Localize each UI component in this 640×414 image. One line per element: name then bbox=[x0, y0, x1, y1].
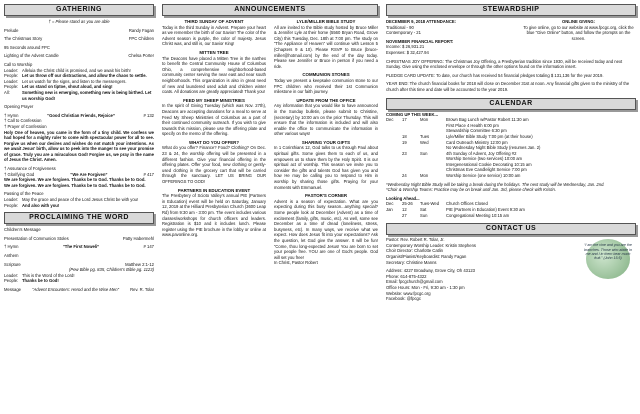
program-item: Children's Message bbox=[4, 227, 41, 233]
calendar-cell: Dec bbox=[386, 117, 394, 123]
gathering-rows bbox=[4, 28, 154, 59]
contact-line: Address: 4227 Broadway, Grove City, Oh 43123 bbox=[386, 268, 475, 274]
calendar-note-2: *Choir & Worship Teams: Practice may be on break until Jan. 3rd, please check with Kristin. bbox=[386, 187, 556, 193]
announcement-title: UPDATE FROM THE OFFICE bbox=[296, 97, 356, 103]
message-title: “Advent Encounters: Herod and the Wise Men” bbox=[32, 286, 119, 292]
announcement-text: In 1 Corinthians 12, God talks to us through Paul about spiritual gifts. Some gives them to each of us, and empowers us to share them by the Holy Spirit. It is our spiritual act of worship. This season we invite you to consider the gifts and talents God has given you and how He may be calling you to respond to Him in worship by sharing those gifts. Praying for your moments with Emmanuel. bbox=[274, 145, 378, 190]
contact-line: Choir Director: Charlotte Catlin bbox=[386, 248, 444, 254]
prayer-confession: † Prayer of Confession bbox=[4, 123, 47, 129]
announcements-header: ANNOUNCEMENTS bbox=[162, 4, 378, 16]
gloria-number: # 417 bbox=[143, 171, 154, 177]
liturgy-text: Let us watch for the signs, and listen to the messengers. bbox=[22, 78, 127, 84]
proclaiming-rows bbox=[4, 227, 154, 241]
calendar-cell: Sun bbox=[420, 212, 428, 218]
confession-text: Holy One of heaven, you came in the form of a tiny child. We confess we had hoped for a mighty ruler to come with spectacular power for all to see. Forgive us when our desires and wishes do not match your intentions. As we await Jesus' birth, allow us to peek into the manger to see your promise of grace. Truly you are a miraculous God! Forgive us, we pray in the name of Jesus the Christ. Amen. bbox=[4, 129, 154, 163]
assurance: † Assurance of Forgiveness bbox=[4, 166, 56, 172]
calendar-cell: Congregational Meeting 10:15 am bbox=[446, 212, 510, 218]
calendar-cell bbox=[386, 173, 402, 179]
calendar-cell: Worship Service (one service) 10:00 am bbox=[446, 173, 521, 179]
calendar-cell: Stewardship Committee 6:30 pm bbox=[446, 128, 507, 134]
announcement-title: MITTEN TREE bbox=[199, 49, 229, 55]
announcement-text: What do you offer? Finance? Food? Clothing? On Dec. 23 & 24, the worship offering will be presented in a different fashion. Give your financial offering in the offering plates. Offer your food, new clothing or gently-used clothing in the grocery cart that will be carried through the sanctuary. LET US BRING OUR OFFERINGS TO GOD! bbox=[162, 145, 266, 185]
hymn-label: † Hymn bbox=[4, 112, 19, 118]
speaker: People: bbox=[4, 278, 19, 284]
calendar-cell: 23 bbox=[402, 150, 407, 156]
announcements-col-1 bbox=[162, 16, 266, 266]
calendar-row bbox=[386, 173, 542, 179]
program-item: 95 Seconds around FPC bbox=[4, 44, 50, 50]
call-title: Call to Worship bbox=[4, 61, 33, 67]
speaker: Leader: bbox=[4, 272, 19, 278]
contact-line: Phone: 614-875-4322 bbox=[386, 273, 427, 279]
calendar-cell: Card Outreach Ministry 12:00 pm bbox=[446, 139, 508, 145]
liturgy-text: Something new is emerging, something new is being birthed. Let us worship God! bbox=[22, 89, 152, 101]
ahead-title: Looking Ahead... bbox=[386, 195, 420, 201]
christmas-joy: CHRISTMAS JOY OFFERING: The Christmas Joy Offering, a Presbyterian tradition since 1930, will be received today and next Sunday. Give using the enclosed envelope or through the other options found on the information insert. bbox=[386, 58, 623, 70]
gathering-column bbox=[4, 4, 154, 293]
program-item: Lighting of the Advent Candle bbox=[4, 53, 59, 59]
coming-title: COMING UP THIS WEEK... bbox=[386, 111, 439, 117]
message-label: Message bbox=[4, 286, 21, 292]
announcement-text: Any information that you would like to have announced in the Sunday bulletin, please submit to Christine, (secretary) by 10:00 am on the prior Thursday. This will ensure that the information is included and will also enable the office to communicate the information in other various ways! bbox=[274, 103, 378, 137]
calendar-cell: Christmas Eve Candlelight Service 7:00 pm bbox=[446, 167, 527, 173]
program-row bbox=[4, 45, 154, 51]
speaker: Leader: bbox=[4, 67, 19, 73]
calendar-row bbox=[386, 213, 527, 219]
announcement-title: SHARING YOUR GIFTS bbox=[301, 139, 351, 145]
liturgy-text: And also with you! bbox=[22, 202, 60, 208]
calendar-cell: Lyle/Miller Bible Study 7:00 pm (at their house) bbox=[446, 133, 533, 139]
stand-note: † = Please stand as you are able bbox=[48, 19, 110, 24]
calendar-cell: Wed bbox=[420, 139, 429, 145]
speaker: People: bbox=[4, 73, 19, 79]
calendar-cell: No Wednesday Night Bible Study (resumes Jan. 2) bbox=[446, 145, 541, 151]
call-to-worship bbox=[4, 68, 154, 102]
calendar-cell: PIE (Partners in Education) Event 9:30 am bbox=[446, 207, 525, 213]
calendar-cell: Tues bbox=[420, 133, 430, 139]
attendance-cont: Contemporary - 21 bbox=[386, 30, 421, 36]
word-lines bbox=[4, 273, 154, 284]
vine-verse: “I am the vine and you are the branches. Those who abide in me and I in them bear much fruit.” (John 15:5) bbox=[584, 243, 632, 261]
contact-lines bbox=[386, 237, 576, 303]
calendar-cell: Tues-Wed bbox=[420, 201, 440, 207]
peace-title: Passing of the Peace bbox=[4, 191, 44, 197]
speaker: People: bbox=[4, 202, 19, 208]
program-row bbox=[4, 28, 154, 34]
peace-lines bbox=[4, 197, 154, 208]
vine-image bbox=[580, 237, 636, 303]
calendar-cell: 17 bbox=[402, 117, 407, 123]
program-leader: Patty Habermehl bbox=[122, 235, 154, 241]
p-hymn-label: † Hymn bbox=[4, 244, 19, 250]
gloria-line-2: We are forgiven. We are forgiven. Thanks be to God. Thanks be to God. bbox=[4, 182, 146, 188]
calendar-cell: 4th Sunday of Advent, Joy Offering #2 bbox=[446, 150, 517, 156]
right-column bbox=[386, 4, 636, 303]
announcement-title: PARTNERS IN EDUCATION EVENT bbox=[177, 187, 251, 193]
liturgy-line bbox=[4, 278, 154, 284]
nov-expenses: Expenses: $ 32,427.94 bbox=[386, 49, 429, 55]
anthem: Anthem bbox=[4, 253, 19, 258]
calendar-cell: Mon bbox=[420, 117, 429, 123]
p-hymn-number: # 147 bbox=[143, 244, 154, 250]
announcement-text: Today is the third Sunday in Advent. Prepare your heart as we remember the birth of our Savior! The color of the Advent season is purple, the color of majesty. Jesus Christ was, and still is, our Savior King! bbox=[162, 24, 266, 47]
liturgy-text: Alleluia the Christ child is promised, and we await his birth! bbox=[22, 67, 131, 73]
program-row bbox=[4, 236, 154, 242]
program-row bbox=[4, 53, 154, 59]
message-who: Rev. R. Tolar bbox=[130, 286, 154, 292]
announcement-title: PASTOR'S CORNER bbox=[304, 193, 348, 199]
online-title: ONLINE GIVING: bbox=[561, 19, 596, 24]
program-leader: FPC Children bbox=[128, 36, 154, 42]
hymn-title: “Good Christian Friends, Rejoice” bbox=[47, 112, 115, 118]
scripture-ref: Matthew 2:1-12 bbox=[125, 261, 154, 267]
liturgy-text: Let us throw off our distractions, and allow the chaos to settle. bbox=[22, 73, 147, 79]
announcements-column bbox=[162, 4, 378, 266]
announcement-text: In the spirit of Giving Tuesday (which was Nov. 27th), Deacons are accepting donations for a meal to serve at Feed My Sheep Ministries of Columbus as a part of their continued community outreach. If you wish to give towards this mission, please use the offering plate and specify on the memo of the offering. bbox=[162, 103, 266, 137]
program-leader: Chelsa Porter bbox=[128, 53, 154, 59]
liturgy-text: Let us stand on tiptoe, shout aloud, and sing! bbox=[22, 84, 113, 90]
announcement-text: The Deacons have placed a Mitten Tree in the narthex to benefit the Central Community House of Columbus Ohio, a comprehensive neighborhood-based community center serving the near east and near south neighborhoods. This organization is also in great need of new and laundered used adult and children winter coats. All donations are greatly appreciated! Thank you! bbox=[162, 55, 266, 95]
calendar-cell: 12 bbox=[402, 207, 407, 213]
liturgy-line bbox=[4, 90, 154, 101]
p-hymn-row bbox=[4, 244, 154, 250]
liturgy-text: May the grace and peace of the Lord Jesus Christ be with you! bbox=[22, 197, 139, 203]
calendar-cell: 19 bbox=[402, 139, 407, 145]
calendar-cell: Sun bbox=[420, 150, 428, 156]
nov-title: NOVEMBER FINANCIAL REPORT: bbox=[386, 38, 454, 44]
announcements-col-2 bbox=[274, 16, 378, 266]
hymn-number: # 132 bbox=[143, 112, 154, 118]
liturgy-text: Thanks be to God! bbox=[22, 278, 59, 284]
attendance-title: DECEMBER 9, 2018 ATTENDANCE: bbox=[386, 19, 457, 24]
calendar-week bbox=[386, 117, 542, 179]
calendar-cell: Mon bbox=[420, 173, 429, 179]
calendar-ahead bbox=[386, 201, 527, 218]
program-item: Prelude bbox=[4, 27, 19, 33]
announcement-title: WHAT DO YOU OFFER? bbox=[188, 139, 240, 145]
announcement-title: LYLE/MILLER BIBLE STUDY bbox=[296, 19, 356, 24]
gloria-label: † Glorifying God bbox=[4, 171, 35, 177]
call-confession: † Call to Confession bbox=[4, 118, 42, 124]
scripture-label: Scripture bbox=[4, 261, 21, 267]
contact-line: Contemporary Worship Leader: Kristin Stephens bbox=[386, 242, 476, 248]
program-item: Presentation of Communion Stoles bbox=[4, 235, 69, 241]
p-hymn-title: “The First Noweli” bbox=[62, 244, 100, 250]
calendar-cell: Dec bbox=[386, 201, 394, 207]
attendance-trad: Traditional - 90 bbox=[386, 24, 414, 30]
scripture-pages: (Pew Bible pg. 835, Children's Bible pg. 1123) bbox=[69, 267, 154, 273]
announcement-title: THIRD SUNDAY OF ADVENT bbox=[184, 19, 244, 24]
calendar-cell: Church Offices Closed bbox=[446, 201, 488, 207]
program-row bbox=[4, 36, 154, 42]
calendar-cell: Worship Service (two services) 10:00 am bbox=[446, 156, 523, 162]
opening-prayer: Opening Prayer bbox=[4, 104, 34, 110]
calendar-cell: Intergenerational Cookie Decorating 10:15 am bbox=[446, 161, 532, 167]
contact-line: Pastor: Rev. Robert R. Tolar, Jr. bbox=[386, 237, 445, 243]
calendar-cell: Brown Bag Lunch w/Pastor Robert 11:30 am bbox=[446, 117, 529, 123]
liturgy-line bbox=[4, 203, 154, 209]
speaker: Leader: bbox=[4, 197, 19, 203]
stewardship-header: STEWARDSHIP bbox=[386, 4, 636, 16]
proclaiming-header: PROCLAIMING THE WORD bbox=[4, 212, 154, 224]
calendar-cell: 27 bbox=[402, 212, 407, 218]
announcement-text: Today we present a keepsake communion stone to our FPC children who received their 1st Communion milestone in our faith journey. bbox=[274, 77, 378, 95]
calendar-cell: 24 bbox=[402, 173, 407, 179]
program-row bbox=[4, 227, 154, 233]
nov-income: Income: $ 26,931.21 bbox=[386, 44, 425, 50]
contact-line: Organist/Pianist/Keyboardist: Randy Fagan bbox=[386, 254, 467, 259]
contact-line: Secretary: Christine Manns bbox=[386, 259, 437, 265]
announcement-title: FEED MY SHEEP MINISTRIES bbox=[183, 97, 245, 103]
calendar-cell: Sat bbox=[420, 207, 427, 213]
calendar-cell: First Place 4 Health 6:00 pm bbox=[446, 122, 499, 128]
calendar-header: CALENDAR bbox=[386, 98, 636, 110]
gathering-header: GATHERING bbox=[4, 4, 154, 16]
liturgy-text: This is the Word of the Lord! bbox=[22, 272, 75, 278]
announcement-text: All are invited to the Bible study hosted by Bruce Miller & Jennifer Lyle at their home (5560 Bryan Road, Grove City) this Tuesday, Dec. 18th at 7:00 pm. The study on “The Appliance of Heaven” will continue with Lesson 5 (Chapters 9 & 10). Please RSVP to Bruce (bruce-miller@hotmail.com) by the end of the day today. Please see Jennifer or Bruce in person if you need a ride. bbox=[274, 24, 378, 69]
contact-line: Office Hours: Mon - Fri, 9:30 am - 1:30 pm bbox=[386, 284, 465, 290]
announcement-text: Advent is a season of expectation. What are you expecting during this busy season...anything special? Some people look at December (Advent) as a time of excitement (family, gifts, music, etc). As well, some see December as a time of dread (loneliness, stress, busyness, etc). In many ways, we receive what we expect. How does Jesus fit into your expectations? Ask the question, let God give the answer. It will be fun! “Come, thou long-expected Jesus! You are born to set your people free. YOU are one of God's people. God will set you free! In Christ, Pastor Robert bbox=[274, 198, 378, 266]
contact-line: Email: fpcgchurch@gmail.com bbox=[386, 279, 443, 285]
calendar-cell: 25-26 bbox=[402, 201, 413, 207]
contact-header: CONTACT US bbox=[386, 223, 636, 235]
program-item: The Christmas Story bbox=[4, 36, 43, 42]
speaker: All: bbox=[4, 89, 10, 95]
message-row bbox=[4, 287, 154, 293]
program-leader: Randy Fagan bbox=[128, 27, 154, 33]
pledge-update: PLEDGE CARD UPDATE: To date, our church has received 54 financial pledges totaling $ 131,136 for the year 2019. bbox=[386, 72, 604, 78]
year-end: YEAR END: The church financial books for 2018 will close on December 31st at noon. Any financial gifts given to the ministry of the church after this time and date will be accounted to the year 2019. bbox=[386, 81, 630, 92]
online-text: To give online, go to our website at www.fpcgc.org, click the blue “Give Online” button, and follow the prompts on the screen. bbox=[523, 24, 634, 41]
gloria-title: “We Are Forgiven” bbox=[70, 171, 108, 177]
contact-line: Facebook: @fpcgc bbox=[386, 296, 421, 302]
contact-line: Website: www.fpcgc.org bbox=[386, 290, 431, 296]
calendar-note-1: *Wednesday Night Bible Study will be taking a break during the holidays. The next study will be Wednesday, Jan. 2nd. bbox=[386, 181, 605, 187]
announcement-title: COMMUNION STONES bbox=[302, 72, 350, 78]
calendar-cell bbox=[386, 213, 402, 219]
speaker: People: bbox=[4, 84, 19, 90]
gloria-line-1: We are forgiven. We are forgiven. Thanks be to God. Thanks be to God. bbox=[4, 177, 146, 183]
calendar-cell: 18 bbox=[402, 133, 407, 139]
calendar-cell: Jan bbox=[386, 207, 393, 213]
announcement-text: The Presbytery of Scioto Valley's annual PIE (Partners in Education) event will be held on Saturday, January 12, 2019 at the Hilliard Presbyterian Church (3600 Leap Rd) from 9:30 am - 3:00 pm. The event includes various classes/workshops for church officers and leaders. Registration is $10 and it includes lunch. Please register using the PIE brochure in the lobby or online at www.pavonline.org. bbox=[162, 193, 266, 238]
speaker: Leader: bbox=[4, 78, 19, 84]
